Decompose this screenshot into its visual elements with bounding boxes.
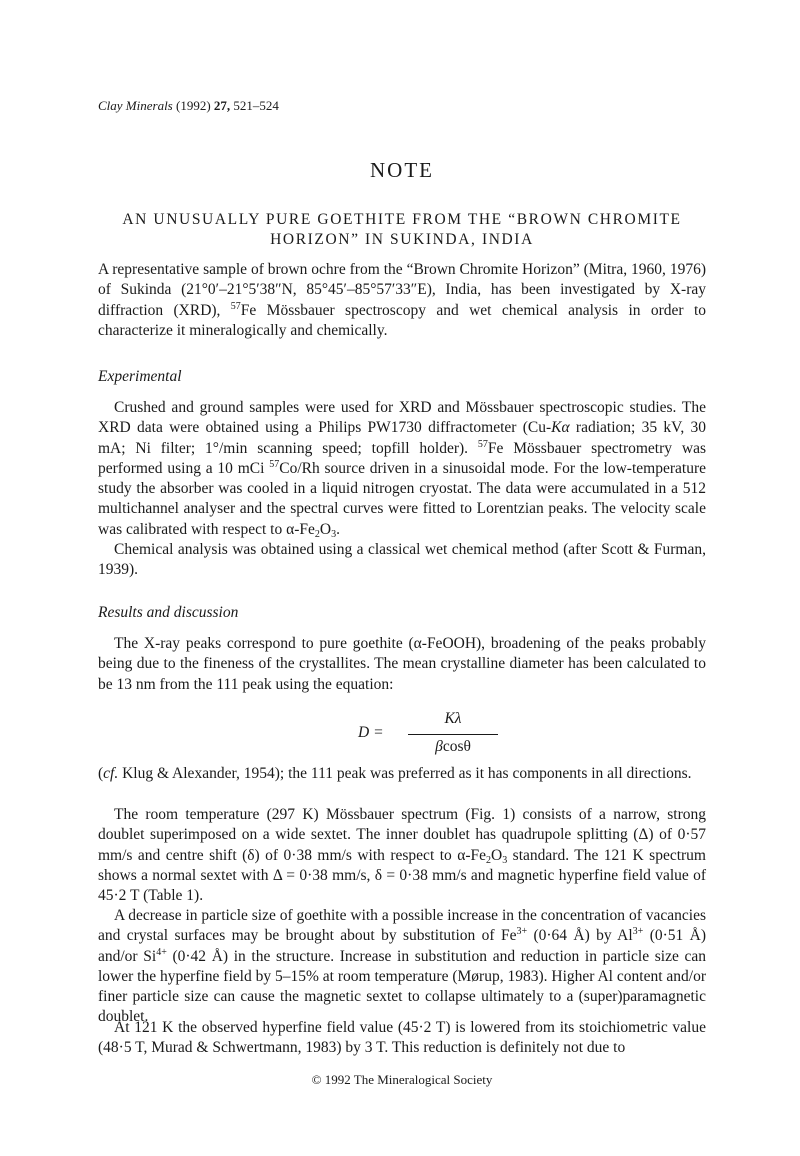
equation-denominator: βcosθ: [435, 738, 471, 755]
results-paragraph-4: A decrease in particle size of goethite with a possible increase in the concentration of vacancies and crystal surfaces may be brought about by substitution of $Fe^{3+}$ (0·64 Å) by $Al^{3+}$ (0·51 Å) and/or $Si^{4+}$ (0·42 Å) in the structure. Increase in substitution and reduction in particle size can lower the hyperfine field by 5–15% at room temperature (Mørup, 1983). Higher Al content and/or finer particle size can cause the magnetic sextet to collapse ultimately to a (super)paramagnetic doublet.: [98, 907, 706, 1026]
copyright-footer: © 1992 The Mineralogical Society: [311, 1072, 493, 1087]
journal-volume: 27,: [213, 98, 231, 113]
experimental-paragraph-1: Crushed and ground samples were used for XRD and Mössbauer spectroscopic studies. The XRD data were obtained using a Philips PW1730 diffractometer (Cu-Kα radiation; 35 kV, 30 mA; Ni filter; 1°/min scanning speed; topfill holder). $^{57}$Fe Mössbauer spectrometry was performed using a 10 mCi $^{57}$Co/Rh source driven in a sinusoidal mode. For the low-temperature study the absorber was cooled in a liquid nitrogen cryostat. The data were accumulated in a 512 multichannel analyser and the spectral curves were fitted to Lorentzian peaks. The velocity scale was calibrated with respect to $\alpha-Fe_2O_3$.: [98, 399, 706, 540]
results-paragraph-3: The room temperature (297 K) Mössbauer spectrum (Fig. 1) consists of a narrow, strong doublet superimposed on a wide sextet. The inner doublet has quadrupole splitting (Δ) of 0·57 mm/s and centre shift (δ) of 0·38 mm/s with respect to $\alpha-Fe_2O_3$ standard. The 121 K spectrum shows a normal sextet with Δ = 0·38 mm/s, δ = 0·38 mm/s and magnetic hyperfine field value of 45·2 T (Table 1).: [98, 806, 706, 905]
equation-numerator: Kλ: [444, 710, 462, 727]
results-paragraph-2: (cf. Klug & Alexander, 1954); the 111 peak was preferred as it has components in all directions.: [98, 765, 692, 782]
title-line-2: HORIZON” IN SUKINDA, INDIA: [270, 231, 534, 248]
journal-citation: [98, 98, 279, 114]
journal-pages: 521–524: [233, 98, 279, 113]
article-title: [98, 210, 706, 250]
equation-lhs: D =: [358, 724, 384, 741]
results-paragraph-1: The X-ray peaks correspond to pure goethite (α-FeOOH), broadening of the peaks probably being due to the fineness of the crystallites. The mean crystalline diameter has been calculated to be 13 nm from the 111 peak using the equation:: [98, 635, 706, 693]
experimental-paragraph-2: Chemical analysis was obtained using a classical wet chemical method (after Scott & Furman, 1939).: [98, 541, 706, 579]
journal-name: Clay Minerals: [98, 98, 173, 113]
crystallite-size-equation: [358, 710, 558, 760]
fraction-bar: [408, 734, 498, 735]
note-heading: NOTE: [370, 158, 434, 182]
title-line-1: AN UNUSUALLY PURE GOETHITE FROM THE “BROWN CHROMITE: [122, 211, 682, 228]
abstract-paragraph: A representative sample of brown ochre from the “Brown Chromite Horizon” (Mitra, 1960, 1976) of Sukinda (21°0′–21°5′38″N, 85°45′–85°57′33″E), India, has been investigated by X-ray diffraction (XRD), $^{57}$Fe Mössbauer spectroscopy and wet chemical analysis in order to characterize it mineralogically and chemically.: [98, 261, 706, 339]
journal-year: (1992): [176, 98, 211, 113]
section-heading-experimental: Experimental: [98, 368, 182, 385]
section-heading-results: Results and discussion: [98, 604, 239, 621]
results-paragraph-5: At 121 K the observed hyperfine field value (45·2 T) is lowered from its stoichiometric value (48·5 T, Murad & Schwertmann, 1983) by 3 T. This reduction is definitely not due to: [98, 1019, 706, 1057]
